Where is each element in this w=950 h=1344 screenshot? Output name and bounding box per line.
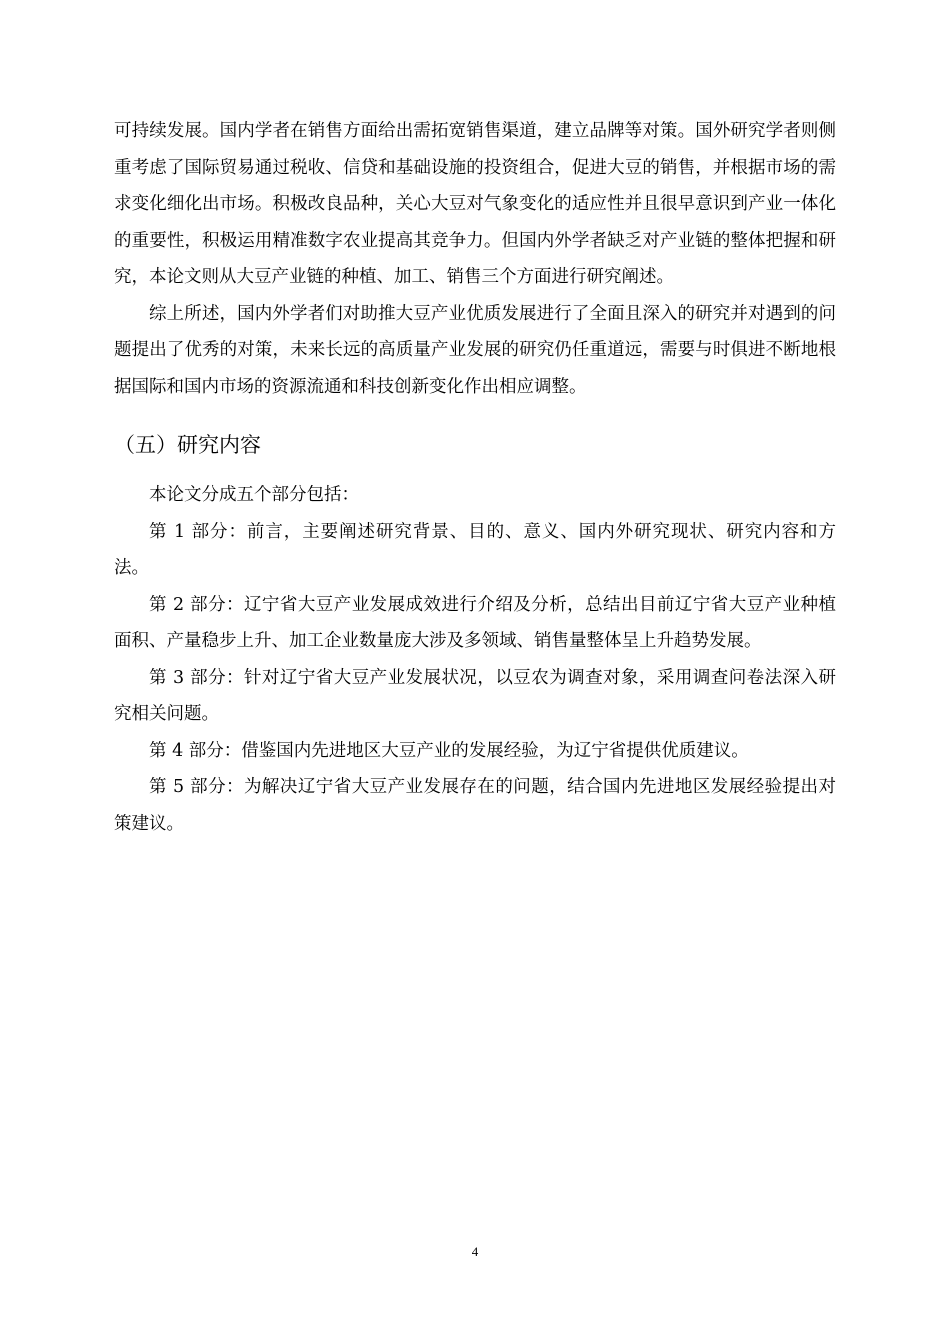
paragraph-continuation: 可持续发展。国内学者在销售方面给出需拓宽销售渠道，建立品牌等对策。国外研究学者则侧重考虑了国际贸易通过税收、信贷和基础设施的投资组合，促进大豆的销售，并根据市场的需求变化细化出市场。积极改良品种，关心大豆对气象变化的适应性并且很早意识到产业一体化的重要性，积极运用精准数字农业提高其竞争力。但国内外学者缺乏对产业链的整体把握和研究，本论文则从大豆产业链的种植、加工、销售三个方面进行研究阐述。 [114, 121, 836, 287]
paragraph-part-2: 第 2 部分：辽宁省大豆产业发展成效进行介绍及分析，总结出目前辽宁省大豆产业种植面积、产量稳步上升、加工企业数量庞大涉及多领域、销售量整体呈上升趋势发展。 [114, 594, 836, 651]
paragraph-intro: 本论文分成五个部分包括： [149, 485, 359, 505]
paragraph-part-5: 第 5 部分：为解决辽宁省大豆产业发展存在的问题，结合国内先进地区发展经验提出对策建议。 [114, 777, 836, 834]
paragraph-part-1: 第 1 部分：前言，主要阐述研究背景、目的、意义、国内外研究现状、研究内容和方法。 [114, 521, 836, 578]
page-number: 4 [471, 1244, 479, 1259]
body-text [114, 113, 836, 842]
paragraph-part-4: 第 4 部分：借鉴国内先进地区大豆产业的发展经验，为辽宁省提供优质建议。 [149, 740, 749, 761]
paragraph-summary: 综上所述，国内外学者们对助推大豆产业优质发展进行了全面且深入的研究并对遇到的问题提出了优秀的对策，未来长远的高质量产业发展的研究仍任重道远，需要与时俱进不断地根据国际和国内市场的资源流通和科技创新变化作出相应调整。 [114, 303, 836, 397]
paragraph-part-3: 第 3 部分：针对辽宁省大豆产业发展状况，以豆农为调查对象，采用调查问卷法深入研究相关问题。 [114, 667, 836, 724]
section-heading: （五）研究内容 [114, 433, 261, 457]
